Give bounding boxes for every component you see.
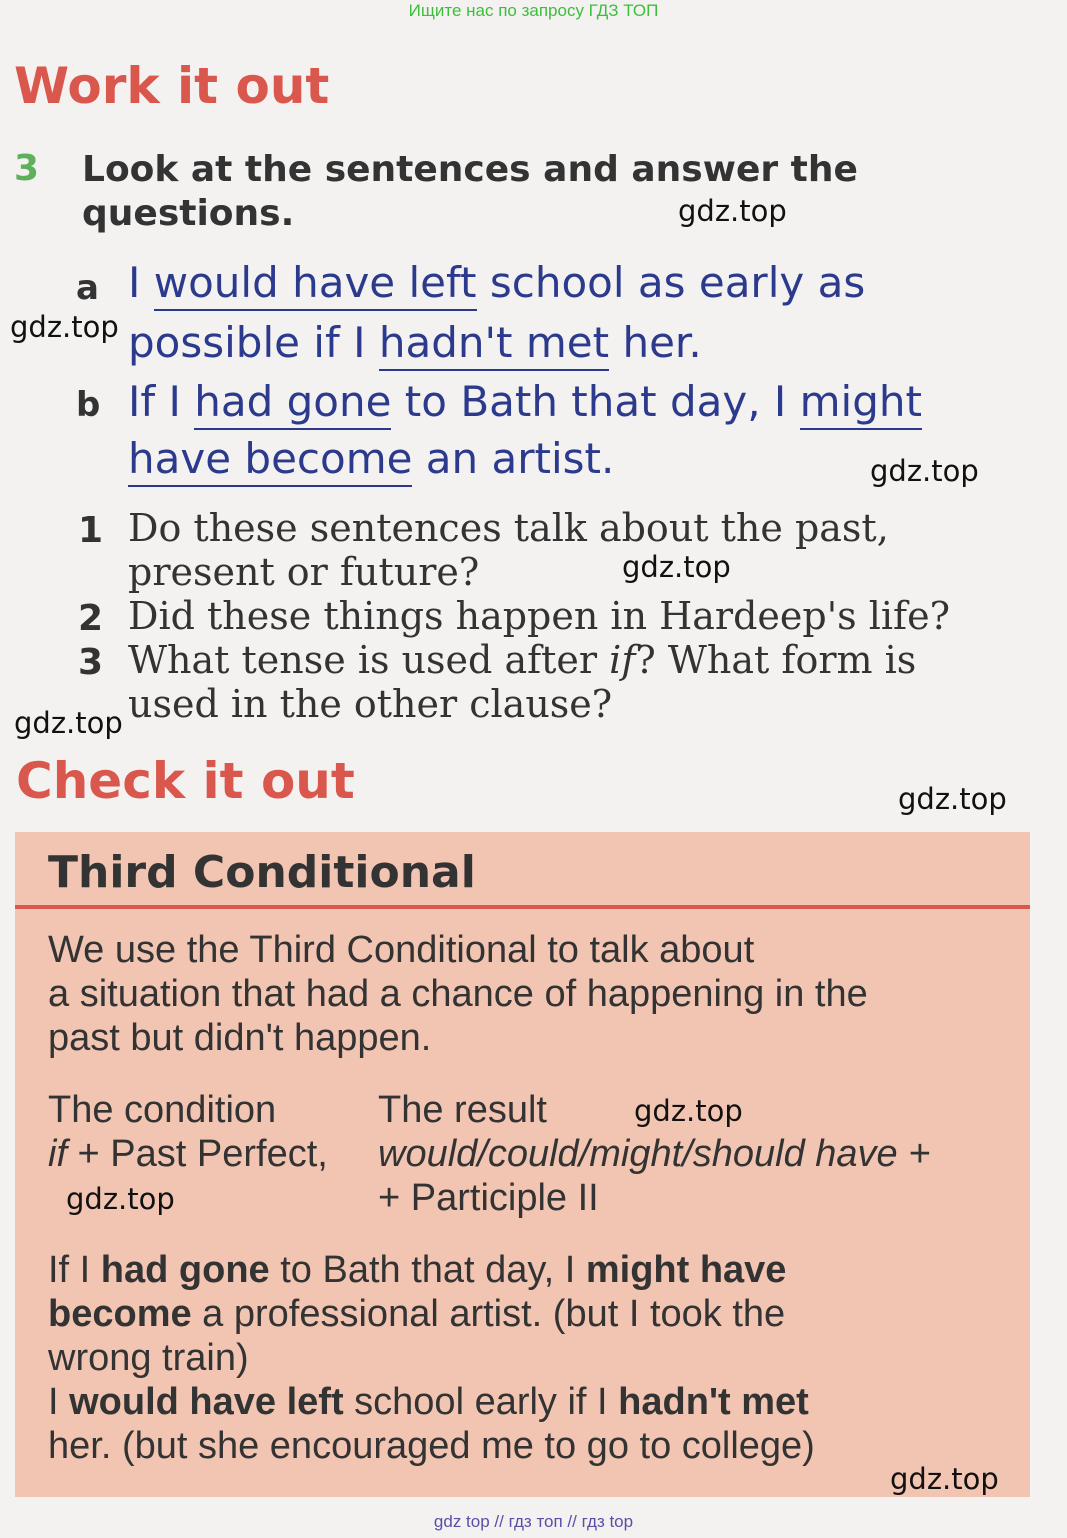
question-3-line1: What tense is used after if? What form is: [128, 638, 917, 682]
sentence-a-line1: I would have left school as early as: [128, 258, 865, 307]
watermark: gdz.top: [66, 1182, 175, 1216]
example2-line2: her. (but she encouraged me to go to college): [48, 1425, 815, 1467]
task-number: 3: [14, 148, 40, 189]
question-2-number: 2: [78, 598, 104, 639]
example1-line3: wrong train): [48, 1337, 249, 1379]
watermark: gdz.top: [678, 194, 787, 228]
example1-line1: If I had gone to Bath that day, I might have: [48, 1249, 787, 1291]
work-it-out-title: Work it out: [14, 57, 330, 115]
watermark: gdz.top: [634, 1094, 743, 1128]
task-instruction-line1: Look at the sentences and answer the: [82, 149, 858, 190]
sentence-a-letter: a: [76, 268, 99, 308]
watermark: gdz.top: [10, 310, 119, 344]
watermark: gdz.top: [870, 454, 979, 488]
intro-line3: past but didn't happen.: [48, 1017, 432, 1059]
question-2-line1: Did these things happen in Hardeep's life?: [128, 594, 950, 638]
watermark: gdz.top: [890, 1462, 999, 1496]
top-banner: Ищите нас по запросу ГДЗ ТОП: [408, 1, 659, 20]
watermark: gdz.top: [14, 706, 123, 740]
question-1-line1: Do these sentences talk about the past,: [128, 506, 889, 550]
result-formula-line1: would/could/might/should have +: [378, 1133, 931, 1175]
watermark: gdz.top: [622, 550, 731, 584]
question-1-number: 1: [78, 510, 104, 551]
condition-formula: if + Past Perfect,: [48, 1133, 328, 1175]
task-instruction-line2: questions.: [82, 193, 295, 234]
grammar-box-divider: [15, 905, 1030, 909]
condition-header: The condition: [48, 1089, 277, 1131]
sentence-b-line2: have become an artist.: [128, 434, 614, 483]
footer-text: gdz top // гдз топ // гдз top: [433, 1512, 634, 1531]
intro-line2: a situation that had a chance of happening in the: [48, 973, 868, 1015]
intro-line1: We use the Third Conditional to talk about: [48, 929, 755, 971]
result-formula-line2: + Participle II: [378, 1177, 599, 1219]
question-3-number: 3: [78, 642, 104, 683]
example2-line1: I would have left school early if I hadn't met: [48, 1381, 809, 1423]
sentence-b-letter: b: [76, 385, 101, 425]
watermark: gdz.top: [898, 782, 1007, 816]
example1-line2: become a professional artist. (but I took the: [48, 1293, 786, 1335]
sentence-b-line1: If I had gone to Bath that day, I might: [128, 377, 922, 426]
question-3-line2: used in the other clause?: [128, 682, 613, 726]
grammar-box-title: Third Conditional: [48, 847, 476, 898]
result-header: The result: [378, 1089, 547, 1131]
question-1-line2: present or future?: [128, 550, 480, 594]
check-it-out-title: Check it out: [16, 752, 355, 810]
sentence-a-line2: possible if I hadn't met her.: [128, 318, 702, 367]
